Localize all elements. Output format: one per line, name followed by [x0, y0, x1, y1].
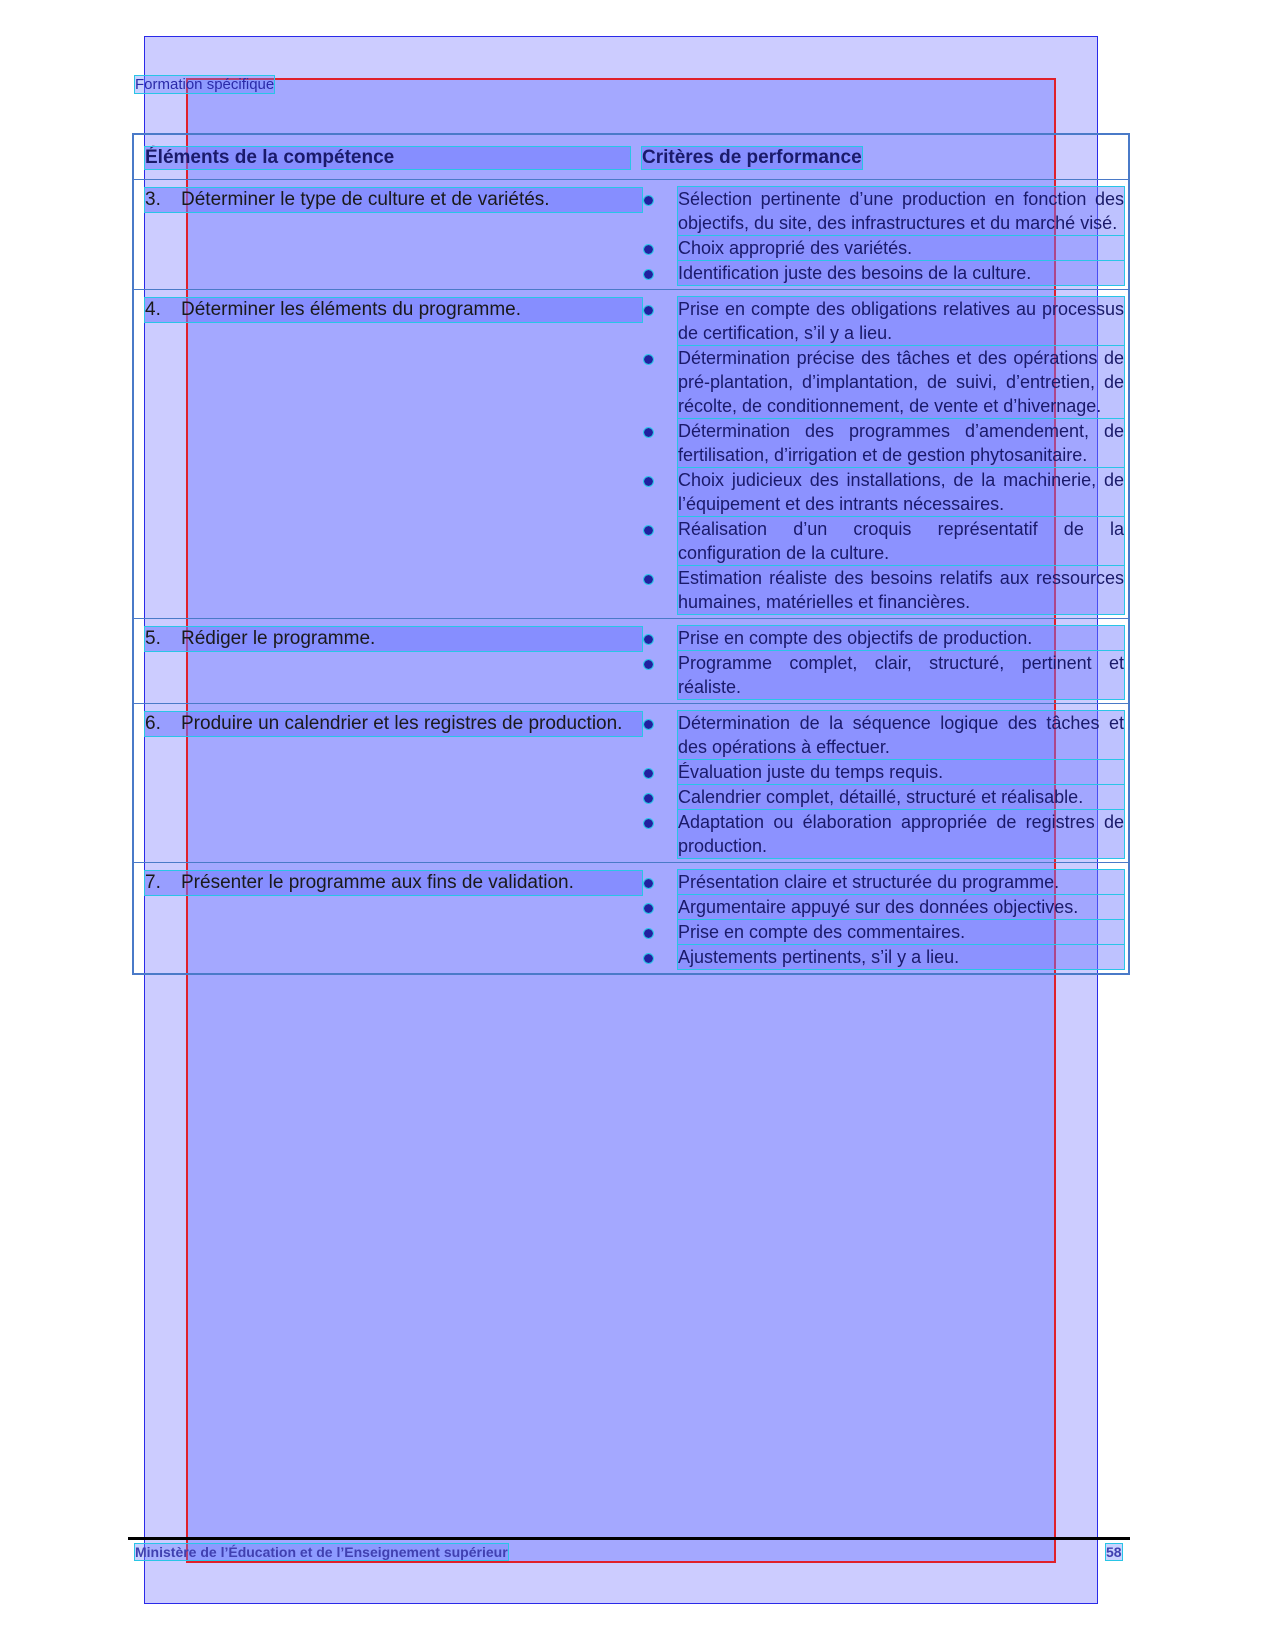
criterion-text: Calendrier complet, détaillé, structuré et réalisable. [678, 785, 1124, 809]
bullet-icon [642, 346, 678, 418]
criterion-text: Adaptation ou élaboration appropriée de registres de production. [678, 812, 1124, 856]
list-item [642, 468, 1124, 516]
bullet-icon [642, 517, 678, 565]
criteria-list [642, 290, 1124, 618]
table-row [134, 619, 1128, 704]
criterion-text: Détermination de la séquence logique des tâches et des opérations à effectuer. [678, 713, 1124, 757]
bullet-icon [642, 711, 678, 759]
criteria-list [642, 619, 1124, 703]
bullet-icon [642, 626, 678, 650]
element-text: Rédiger le programme. [181, 628, 376, 649]
list-item [642, 566, 1124, 614]
criterion-text: Prise en compte des commentaires. [678, 920, 1124, 944]
column-header-elements: Éléments de la compétence [145, 147, 630, 169]
element-number: 6. [145, 713, 161, 734]
list-item [642, 261, 1124, 285]
list-item [642, 419, 1124, 467]
criterion-text: Prise en compte des objectifs de production. [678, 626, 1124, 650]
list-item [642, 236, 1124, 260]
bullet-icon [642, 870, 678, 894]
criterion-text: Identification juste des besoins de la culture. [678, 261, 1124, 285]
table-body [134, 180, 1128, 973]
list-item [642, 785, 1124, 809]
criterion-text: Détermination des programmes d’amendement, de fertilisation, d’irrigation et de gestion phytosanitaire. [678, 421, 1124, 465]
list-item [642, 187, 1124, 235]
bullet-icon [642, 187, 678, 235]
criterion-text: Estimation réaliste des besoins relatifs aux ressources humaines, matérielles et financières. [678, 568, 1124, 612]
criterion-text: Choix approprié des variétés. [678, 236, 1124, 260]
element-text: Déterminer le type de culture et de variétés. [181, 189, 550, 210]
competence-element [145, 871, 642, 895]
list-item [642, 626, 1124, 650]
column-header-criteria: Critères de performance [642, 147, 862, 168]
list-item [642, 517, 1124, 565]
criterion-text: Détermination précise des tâches et des opérations de pré-plantation, d’implantation, de suivi, d’entretien, de récolte, de conditionnement, de vente et d’hivernage. [678, 348, 1124, 416]
competence-element [145, 298, 642, 322]
list-item [642, 346, 1124, 418]
competence-element [145, 712, 642, 736]
bullet-icon [642, 810, 678, 858]
criteria-list [642, 180, 1124, 289]
footer-rule [128, 1537, 1130, 1540]
criterion-text: Programme complet, clair, structuré, pertinent et réaliste. [678, 653, 1124, 697]
bullet-icon [642, 785, 678, 809]
table-row [134, 290, 1128, 619]
list-item [642, 711, 1124, 759]
element-number: 7. [145, 872, 161, 893]
criterion-text: Prise en compte des obligations relatives au processus de certification, s’il y a lieu. [678, 299, 1124, 343]
table-row [134, 180, 1128, 290]
criteria-list [642, 863, 1124, 973]
competence-element [145, 188, 642, 212]
bullet-icon [642, 297, 678, 345]
bullet-icon [642, 566, 678, 614]
running-header: Formation spécifique [135, 76, 275, 93]
element-text: Déterminer les éléments du programme. [181, 299, 522, 320]
bullet-icon [642, 920, 678, 944]
competence-table [132, 133, 1130, 975]
element-text: Présenter le programme aux fins de validation. [181, 872, 574, 893]
criterion-text: Sélection pertinente d’une production en fonction des objectifs, du site, des infrastructures et du marché visé. [678, 189, 1124, 233]
element-number: 4. [145, 299, 161, 320]
criterion-text: Évaluation juste du temps requis. [678, 760, 1124, 784]
criterion-text: Argumentaire appuyé sur des données objectives. [678, 895, 1124, 919]
bullet-icon [642, 760, 678, 784]
list-item [642, 651, 1124, 699]
list-item [642, 297, 1124, 345]
element-number: 5. [145, 628, 161, 649]
table-row [134, 704, 1128, 863]
competence-element [145, 627, 642, 651]
criterion-text: Ajustements pertinents, s’il y a lieu. [678, 945, 1124, 969]
list-item [642, 760, 1124, 784]
bullet-icon [642, 261, 678, 285]
list-item [642, 895, 1124, 919]
footer-ministry: Ministère de l’Éducation et de l’Enseignement supérieur [135, 1544, 508, 1560]
page-number: 58 [1106, 1544, 1122, 1560]
list-item [642, 870, 1124, 894]
bullet-icon [642, 468, 678, 516]
bullet-icon [642, 945, 678, 969]
table-row [134, 863, 1128, 973]
bullet-icon [642, 651, 678, 699]
table-header-row [134, 135, 1128, 180]
bullet-icon [642, 895, 678, 919]
criterion-text: Présentation claire et structurée du programme. [678, 870, 1124, 894]
element-text: Produire un calendrier et les registres de production. [181, 713, 623, 734]
bullet-icon [642, 236, 678, 260]
criterion-text: Choix judicieux des installations, de la machinerie, de l’équipement et des intrants nécessaires. [678, 470, 1124, 514]
list-item [642, 920, 1124, 944]
bullet-icon [642, 419, 678, 467]
list-item [642, 945, 1124, 969]
list-item [642, 810, 1124, 858]
element-number: 3. [145, 189, 161, 210]
criterion-text: Réalisation d’un croquis représentatif de la configuration de la culture. [678, 519, 1124, 563]
criteria-list [642, 704, 1124, 862]
